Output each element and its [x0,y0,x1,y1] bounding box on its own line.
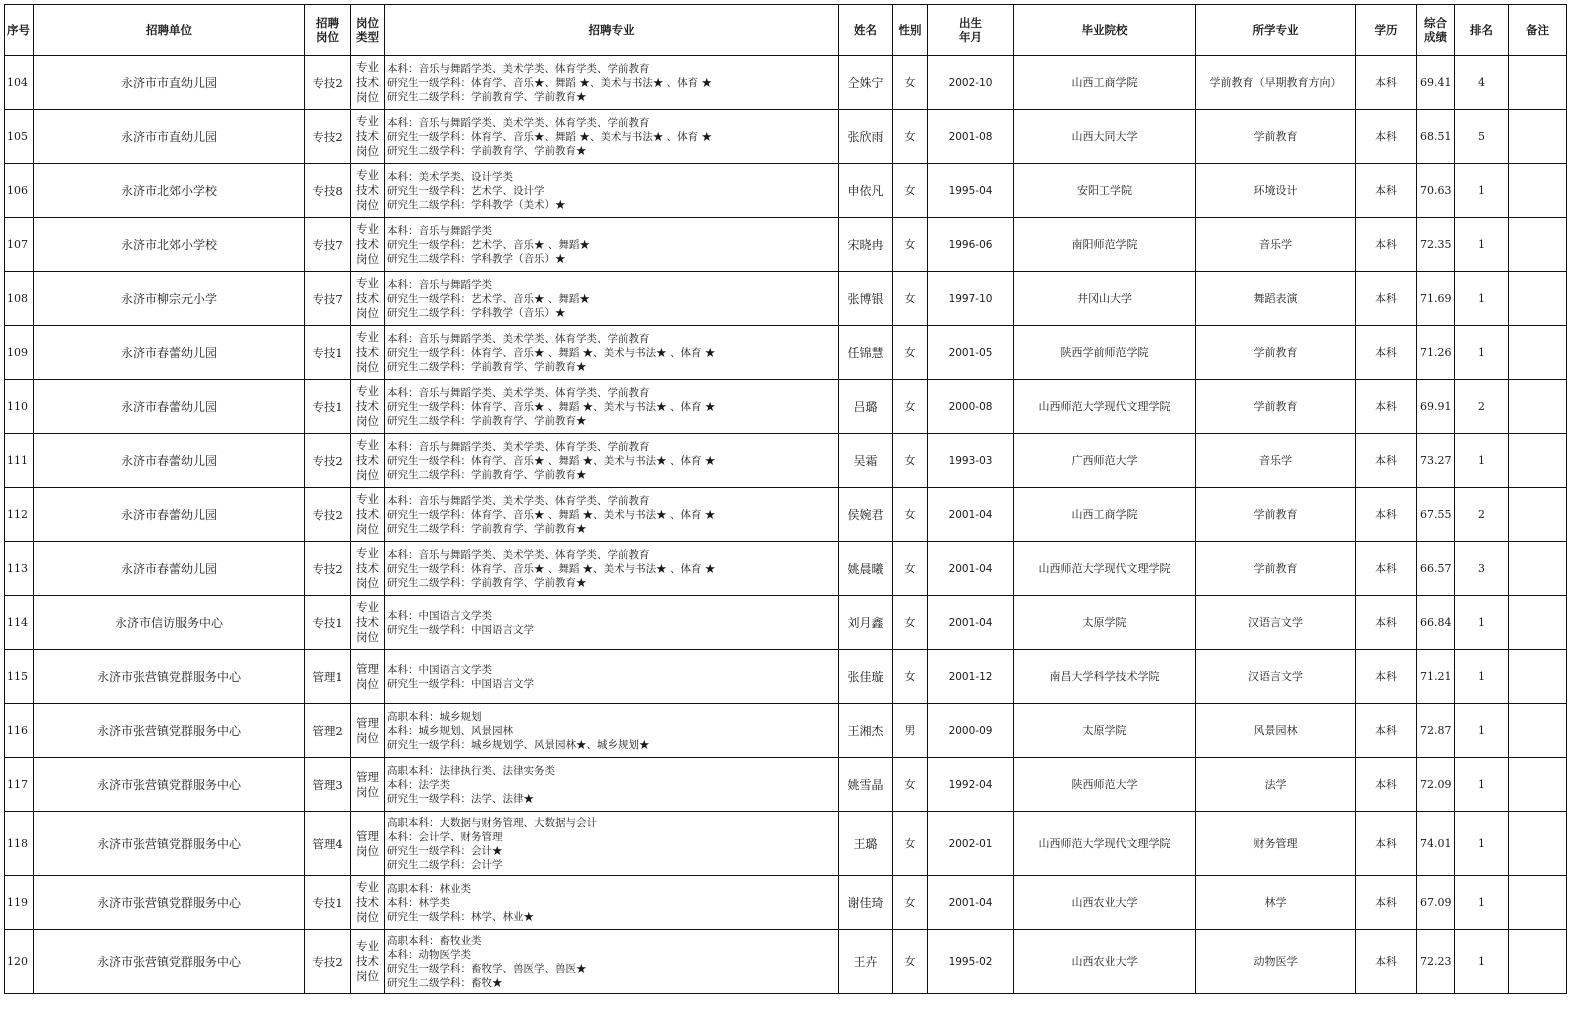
row-school: 山西工商学院 [1014,56,1196,110]
row-edu: 本科 [1356,876,1417,930]
row-major: 学前教育 [1196,110,1356,164]
row-sex: 男 [893,704,928,758]
row-name: 张博银 [839,272,893,326]
row-score: 74.01 [1417,812,1455,876]
header-edu: 学历 [1356,5,1417,56]
row-dept: 永济市春蕾幼儿园 [34,542,305,596]
row-pos: 管理4 [305,812,351,876]
row-req: 本科：中国语言文学类 研究生一级学科：中国语言文学 [385,596,839,650]
table-row [5,930,1567,994]
row-note [1509,758,1567,812]
row-birth: 1997-10 [928,272,1014,326]
row-req: 本科：音乐与舞蹈学类 研究生一级学科：艺术学、音乐★ 、舞蹈★ 研究生二级学科：学科教学（音乐）★ [385,272,839,326]
row-rank: 1 [1455,758,1509,812]
row-pos: 专技8 [305,164,351,218]
header-score: 综合 成绩 [1417,5,1455,56]
row-edu: 本科 [1356,110,1417,164]
row-rank: 1 [1455,812,1509,876]
row-school: 南昌大学科学技术学院 [1014,650,1196,704]
row-birth: 2001-04 [928,488,1014,542]
row-name: 宋晓冉 [839,218,893,272]
row-major: 学前教育（早期教育方向） [1196,56,1356,110]
table-row [5,596,1567,650]
row-school: 广西师范大学 [1014,434,1196,488]
row-birth: 2001-04 [928,542,1014,596]
row-edu: 本科 [1356,164,1417,218]
row-note [1509,596,1567,650]
row-sex: 女 [893,110,928,164]
row-no: 109 [5,326,34,380]
row-school: 山西农业大学 [1014,876,1196,930]
row-name: 王湘杰 [839,704,893,758]
row-note [1509,812,1567,876]
row-note [1509,326,1567,380]
row-major: 财务管理 [1196,812,1356,876]
header-no: 序号 [5,5,34,56]
row-major: 舞蹈表演 [1196,272,1356,326]
row-dept: 永济市春蕾幼儿园 [34,380,305,434]
header-school: 毕业院校 [1014,5,1196,56]
row-score: 67.09 [1417,876,1455,930]
row-edu: 本科 [1356,380,1417,434]
row-name: 张欣雨 [839,110,893,164]
row-note [1509,272,1567,326]
row-sex: 女 [893,272,928,326]
row-sex: 女 [893,596,928,650]
row-score: 72.09 [1417,758,1455,812]
row-pos: 专技2 [305,930,351,994]
row-edu: 本科 [1356,542,1417,596]
row-rank: 1 [1455,272,1509,326]
row-note [1509,876,1567,930]
row-major: 环境设计 [1196,164,1356,218]
row-score: 69.41 [1417,56,1455,110]
row-pos: 管理2 [305,704,351,758]
row-rank: 1 [1455,218,1509,272]
row-rank: 1 [1455,876,1509,930]
row-sex: 女 [893,650,928,704]
row-edu: 本科 [1356,812,1417,876]
row-dept: 永济市北郊小学校 [34,164,305,218]
row-school: 太原学院 [1014,596,1196,650]
row-major: 风景园林 [1196,704,1356,758]
row-no: 117 [5,758,34,812]
row-note [1509,164,1567,218]
row-name: 王璐 [839,812,893,876]
row-type: 专业 技术 岗位 [351,876,385,930]
row-type: 专业 技术 岗位 [351,434,385,488]
row-school: 山西师范大学现代文理学院 [1014,542,1196,596]
row-score: 72.87 [1417,704,1455,758]
table-row [5,812,1567,876]
row-birth: 2000-08 [928,380,1014,434]
row-req: 本科：音乐与舞蹈学类 研究生一级学科：艺术学、音乐★ 、舞蹈★ 研究生二级学科：学科教学（音乐）★ [385,218,839,272]
row-sex: 女 [893,164,928,218]
row-note [1509,488,1567,542]
row-score: 68.51 [1417,110,1455,164]
row-pos: 专技2 [305,542,351,596]
row-req: 本科：音乐与舞蹈学类、美术学类、体育学类、学前教育 研究生一级学科：体育学、音乐★ 、舞蹈 ★、美术与书法★ 、体育 ★ 研究生二级学科：学前教育学、学前教育★ [385,380,839,434]
row-school: 井冈山大学 [1014,272,1196,326]
row-edu: 本科 [1356,326,1417,380]
row-rank: 1 [1455,164,1509,218]
row-no: 107 [5,218,34,272]
row-edu: 本科 [1356,218,1417,272]
row-score: 71.21 [1417,650,1455,704]
row-rank: 1 [1455,326,1509,380]
row-name: 王卉 [839,930,893,994]
row-name: 吴霜 [839,434,893,488]
header-major: 所学专业 [1196,5,1356,56]
row-rank: 3 [1455,542,1509,596]
row-school: 山西师范大学现代文理学院 [1014,380,1196,434]
row-no: 105 [5,110,34,164]
row-sex: 女 [893,542,928,596]
table-row [5,218,1567,272]
row-req: 本科：美术学类、设计学类 研究生一级学科：艺术学、设计学 研究生二级学科：学科教学（美术）★ [385,164,839,218]
row-req: 高职本科：城乡规划 本科：城乡规划、风景园林 研究生一级学科：城乡规划学、风景园林★、城乡规划★ [385,704,839,758]
row-no: 119 [5,876,34,930]
row-major: 汉语言文学 [1196,650,1356,704]
row-sex: 女 [893,380,928,434]
row-dept: 永济市柳宗元小学 [34,272,305,326]
row-name: 吕璐 [839,380,893,434]
row-dept: 永济市春蕾幼儿园 [34,488,305,542]
table-row [5,272,1567,326]
header-pos: 招聘 岗位 [305,5,351,56]
row-note [1509,650,1567,704]
row-sex: 女 [893,488,928,542]
row-name: 谢佳琦 [839,876,893,930]
row-rank: 1 [1455,434,1509,488]
row-pos: 专技2 [305,56,351,110]
row-type: 专业 技术 岗位 [351,488,385,542]
row-birth: 2001-08 [928,110,1014,164]
row-note [1509,110,1567,164]
row-req: 高职本科：畜牧业类 本科：动物医学类 研究生一级学科：畜牧学、兽医学、兽医★ 研究生二级学科：畜牧★ [385,930,839,994]
row-major: 法学 [1196,758,1356,812]
row-pos: 专技2 [305,434,351,488]
row-req: 本科：音乐与舞蹈学类、美术学类、体育学类、学前教育 研究生一级学科：体育学、音乐★ 、舞蹈 ★、美术与书法★ 、体育 ★ 研究生二级学科：学前教育学、学前教育★ [385,542,839,596]
row-rank: 5 [1455,110,1509,164]
row-major: 学前教育 [1196,380,1356,434]
row-pos: 专技2 [305,488,351,542]
row-name: 侯婉君 [839,488,893,542]
row-type: 专业 技术 岗位 [351,326,385,380]
row-dept: 永济市春蕾幼儿园 [34,434,305,488]
row-no: 116 [5,704,34,758]
row-edu: 本科 [1356,434,1417,488]
row-major: 汉语言文学 [1196,596,1356,650]
table-row [5,488,1567,542]
row-major: 学前教育 [1196,326,1356,380]
row-rank: 1 [1455,650,1509,704]
row-no: 108 [5,272,34,326]
row-pos: 管理3 [305,758,351,812]
row-pos: 专技1 [305,326,351,380]
row-dept: 永济市张营镇党群服务中心 [34,704,305,758]
row-score: 66.84 [1417,596,1455,650]
row-edu: 本科 [1356,758,1417,812]
row-birth: 1993-03 [928,434,1014,488]
row-edu: 本科 [1356,596,1417,650]
table-row [5,326,1567,380]
table-row [5,434,1567,488]
row-pos: 专技1 [305,596,351,650]
row-sex: 女 [893,218,928,272]
row-type: 管理 岗位 [351,812,385,876]
row-type: 专业 技术 岗位 [351,218,385,272]
row-name: 申依凡 [839,164,893,218]
row-name: 姚晨曦 [839,542,893,596]
results-table [4,4,1567,994]
row-type: 专业 技术 岗位 [351,542,385,596]
table-row [5,110,1567,164]
row-birth: 1996-06 [928,218,1014,272]
row-rank: 1 [1455,596,1509,650]
row-req: 本科：音乐与舞蹈学类、美术学类、体育学类、学前教育 研究生一级学科：体育学、音乐★ 、舞蹈 ★、美术与书法★ 、体育 ★ 研究生二级学科：学前教育学、学前教育★ [385,488,839,542]
row-score: 69.91 [1417,380,1455,434]
row-edu: 本科 [1356,272,1417,326]
header-dept: 招聘单位 [34,5,305,56]
header-row [5,5,1567,56]
row-req: 本科：中国语言文学类 研究生一级学科：中国语言文学 [385,650,839,704]
header-birth: 出生 年月 [928,5,1014,56]
row-rank: 2 [1455,488,1509,542]
row-type: 专业 技术 岗位 [351,56,385,110]
row-type: 专业 技术 岗位 [351,380,385,434]
row-score: 73.27 [1417,434,1455,488]
row-edu: 本科 [1356,56,1417,110]
row-req: 高职本科：法律执行类、法律实务类 本科：法学类 研究生一级学科：法学、法律★ [385,758,839,812]
row-school: 山西农业大学 [1014,930,1196,994]
row-type: 管理 岗位 [351,758,385,812]
row-dept: 永济市张营镇党群服务中心 [34,650,305,704]
row-dept: 永济市信访服务中心 [34,596,305,650]
row-dept: 永济市张营镇党群服务中心 [34,758,305,812]
row-sex: 女 [893,758,928,812]
row-name: 姚雪晶 [839,758,893,812]
row-name: 张佳璇 [839,650,893,704]
row-no: 104 [5,56,34,110]
row-school: 太原学院 [1014,704,1196,758]
header-type: 岗位 类型 [351,5,385,56]
row-pos: 专技1 [305,876,351,930]
row-pos: 专技1 [305,380,351,434]
header-note: 备注 [1509,5,1567,56]
row-birth: 1992-04 [928,758,1014,812]
row-score: 72.35 [1417,218,1455,272]
row-dept: 永济市市直幼儿园 [34,110,305,164]
row-type: 专业 技术 岗位 [351,110,385,164]
row-note [1509,434,1567,488]
row-pos: 管理1 [305,650,351,704]
table-row [5,542,1567,596]
row-score: 71.69 [1417,272,1455,326]
row-type: 管理 岗位 [351,704,385,758]
row-score: 70.63 [1417,164,1455,218]
row-note [1509,704,1567,758]
row-birth: 1995-04 [928,164,1014,218]
row-pos: 专技2 [305,110,351,164]
row-birth: 2000-09 [928,704,1014,758]
row-score: 72.23 [1417,930,1455,994]
table-row [5,876,1567,930]
row-dept: 永济市春蕾幼儿园 [34,326,305,380]
row-type: 专业 技术 岗位 [351,272,385,326]
row-score: 67.55 [1417,488,1455,542]
row-school: 南阳师范学院 [1014,218,1196,272]
row-birth: 2001-04 [928,876,1014,930]
row-req: 高职本科：林业类 本科：林学类 研究生一级学科：林学、林业★ [385,876,839,930]
row-req: 本科：音乐与舞蹈学类、美术学类、体育学类、学前教育 研究生一级学科：体育学、音乐★ 、舞蹈 ★、美术与书法★ 、体育 ★ 研究生二级学科：学前教育学、学前教育★ [385,434,839,488]
row-school: 山西师范大学现代文理学院 [1014,812,1196,876]
row-score: 71.26 [1417,326,1455,380]
row-dept: 永济市张营镇党群服务中心 [34,930,305,994]
row-no: 120 [5,930,34,994]
row-rank: 1 [1455,704,1509,758]
row-rank: 1 [1455,930,1509,994]
row-birth: 2002-10 [928,56,1014,110]
row-no: 114 [5,596,34,650]
row-birth: 2001-05 [928,326,1014,380]
row-name: 刘月鑫 [839,596,893,650]
row-type: 管理 岗位 [351,650,385,704]
table-row [5,164,1567,218]
row-note [1509,56,1567,110]
row-note [1509,218,1567,272]
row-major: 音乐学 [1196,218,1356,272]
row-dept: 永济市北郊小学校 [34,218,305,272]
row-dept: 永济市张营镇党群服务中心 [34,812,305,876]
table-row [5,650,1567,704]
row-school: 陕西学前师范学院 [1014,326,1196,380]
row-sex: 女 [893,56,928,110]
row-score: 66.57 [1417,542,1455,596]
row-school: 陕西师范大学 [1014,758,1196,812]
row-edu: 本科 [1356,704,1417,758]
row-major: 林学 [1196,876,1356,930]
row-birth: 1995-02 [928,930,1014,994]
row-req: 高职本科：大数据与财务管理、大数据与会计 本科：会计学、财务管理 研究生一级学科：会计★ 研究生二级学科：会计学 [385,812,839,876]
row-rank: 2 [1455,380,1509,434]
row-birth: 2002-01 [928,812,1014,876]
header-name: 姓名 [839,5,893,56]
row-school: 山西工商学院 [1014,488,1196,542]
row-no: 118 [5,812,34,876]
row-no: 113 [5,542,34,596]
header-sex: 性别 [893,5,928,56]
row-note [1509,542,1567,596]
row-no: 115 [5,650,34,704]
row-school: 山西大同大学 [1014,110,1196,164]
row-name: 仝姝宁 [839,56,893,110]
row-req: 本科：音乐与舞蹈学类、美术学类、体育学类、学前教育 研究生一级学科：体育学、音乐★、舞蹈 ★、美术与书法★ 、体育 ★ 研究生二级学科：学前教育学、学前教育★ [385,110,839,164]
table-row [5,56,1567,110]
row-school: 安阳工学院 [1014,164,1196,218]
row-no: 111 [5,434,34,488]
row-no: 106 [5,164,34,218]
row-no: 110 [5,380,34,434]
row-rank: 4 [1455,56,1509,110]
row-major: 学前教育 [1196,542,1356,596]
row-major: 动物医学 [1196,930,1356,994]
row-dept: 永济市市直幼儿园 [34,56,305,110]
row-dept: 永济市张营镇党群服务中心 [34,876,305,930]
row-type: 专业 技术 岗位 [351,164,385,218]
table-row [5,758,1567,812]
row-sex: 女 [893,930,928,994]
row-name: 任锦慧 [839,326,893,380]
row-type: 专业 技术 岗位 [351,930,385,994]
row-note [1509,930,1567,994]
row-edu: 本科 [1356,930,1417,994]
row-edu: 本科 [1356,650,1417,704]
header-rank: 排名 [1455,5,1509,56]
row-sex: 女 [893,812,928,876]
row-note [1509,380,1567,434]
row-pos: 专技7 [305,218,351,272]
table-row [5,380,1567,434]
row-major: 学前教育 [1196,488,1356,542]
row-sex: 女 [893,434,928,488]
row-major: 音乐学 [1196,434,1356,488]
header-req: 招聘专业 [385,5,839,56]
table-row [5,704,1567,758]
row-pos: 专技7 [305,272,351,326]
row-type: 专业 技术 岗位 [351,596,385,650]
row-edu: 本科 [1356,488,1417,542]
row-sex: 女 [893,326,928,380]
row-birth: 2001-12 [928,650,1014,704]
row-sex: 女 [893,876,928,930]
row-req: 本科：音乐与舞蹈学类、美术学类、体育学类、学前教育 研究生一级学科：体育学、音乐★、舞蹈 ★、美术与书法★ 、体育 ★ 研究生二级学科：学前教育学、学前教育★ [385,56,839,110]
row-no: 112 [5,488,34,542]
row-birth: 2001-04 [928,596,1014,650]
row-req: 本科：音乐与舞蹈学类、美术学类、体育学类、学前教育 研究生一级学科：体育学、音乐★ 、舞蹈 ★、美术与书法★ 、体育 ★ 研究生二级学科：学前教育学、学前教育★ [385,326,839,380]
